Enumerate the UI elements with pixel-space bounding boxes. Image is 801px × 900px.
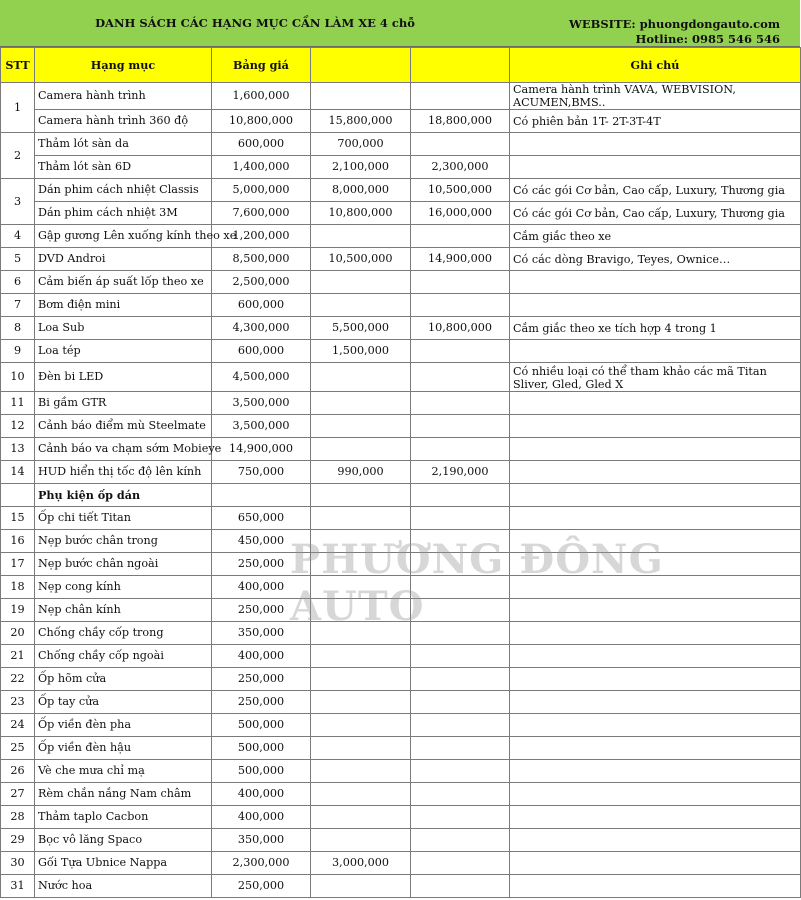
item-cell: Dán phim cách nhiệt 3M xyxy=(35,202,212,225)
col-header-stt: STT xyxy=(1,48,35,83)
price-3-cell xyxy=(411,691,510,714)
table-row xyxy=(1,668,801,691)
note-cell xyxy=(510,645,801,668)
price-3-cell xyxy=(411,507,510,530)
table-row xyxy=(1,875,801,898)
website-text: WEBSITE: phuongdongauto.com xyxy=(568,17,780,31)
note-cell: Cắm giắc theo xe xyxy=(510,225,801,248)
price-3-cell: 10,800,000 xyxy=(411,317,510,340)
table-row xyxy=(1,156,801,179)
stt-cell: 31 xyxy=(1,875,35,898)
price-3-cell xyxy=(411,530,510,553)
table-row xyxy=(1,553,801,576)
stt-cell: 8 xyxy=(1,317,35,340)
note-cell xyxy=(510,271,801,294)
item-cell: Ốp chi tiết Titan xyxy=(35,507,212,530)
stt-cell: 24 xyxy=(1,714,35,737)
stt-cell xyxy=(1,484,35,507)
price-3-cell xyxy=(411,225,510,248)
price-cell: 250,000 xyxy=(212,691,311,714)
stt-cell: 12 xyxy=(1,415,35,438)
price-3-cell: 18,800,000 xyxy=(411,110,510,133)
price-3-cell xyxy=(411,576,510,599)
stt-cell: 22 xyxy=(1,668,35,691)
item-cell: Ốp hõm cửa xyxy=(35,668,212,691)
item-cell: Nẹp bước chân ngoài xyxy=(35,553,212,576)
price-3-cell xyxy=(411,760,510,783)
item-cell: Thảm taplo Cacbon xyxy=(35,806,212,829)
price-cell: 600,000 xyxy=(212,133,311,156)
price-3-cell xyxy=(411,363,510,392)
item-cell: Ốp viền đèn hậu xyxy=(35,737,212,760)
note-cell xyxy=(510,392,801,415)
note-cell xyxy=(510,156,801,179)
note-cell xyxy=(510,576,801,599)
item-cell: Chống chầy cốp ngoài xyxy=(35,645,212,668)
item-cell: Camera hành trình 360 độ xyxy=(35,110,212,133)
stt-cell: 16 xyxy=(1,530,35,553)
price-2-cell xyxy=(311,622,411,645)
hotline-text: Hotline: 0985 546 546 xyxy=(635,32,780,46)
note-cell xyxy=(510,691,801,714)
item-cell: Thảm lót sàn da xyxy=(35,133,212,156)
note-cell xyxy=(510,760,801,783)
price-2-cell: 1,500,000 xyxy=(311,340,411,363)
stt-cell: 4 xyxy=(1,225,35,248)
stt-cell: 27 xyxy=(1,783,35,806)
stt-cell: 10 xyxy=(1,363,35,392)
item-cell: Loa tép xyxy=(35,340,212,363)
table-row xyxy=(1,461,801,484)
stt-cell: 20 xyxy=(1,622,35,645)
price-cell: 3,500,000 xyxy=(212,392,311,415)
note-cell xyxy=(510,507,801,530)
item-cell: Chống chầy cốp trong xyxy=(35,622,212,645)
contact-info xyxy=(569,17,780,47)
stt-cell: 2 xyxy=(1,133,35,179)
price-3-cell xyxy=(411,622,510,645)
sheet-title: DANH SÁCH CÁC HẠNG MỤC CẦN LÀM XE 4 chỗ xyxy=(95,16,415,30)
col-header-note: Ghi chú xyxy=(510,48,801,83)
price-2-cell xyxy=(311,271,411,294)
table-row xyxy=(1,829,801,852)
table-row xyxy=(1,294,801,317)
price-3-cell: 14,900,000 xyxy=(411,248,510,271)
note-cell xyxy=(510,783,801,806)
item-cell: Ốp viền đèn pha xyxy=(35,714,212,737)
price-cell: 1,600,000 xyxy=(212,83,311,110)
table-row xyxy=(1,202,801,225)
note-cell: Có các gói Cơ bản, Cao cấp, Luxury, Thương gia xyxy=(510,202,801,225)
item-cell: Bọc vô lăng Spaco xyxy=(35,829,212,852)
price-cell: 5,000,000 xyxy=(212,179,311,202)
price-2-cell xyxy=(311,438,411,461)
table-row xyxy=(1,622,801,645)
item-cell: Nước hoa xyxy=(35,875,212,898)
price-2-cell: 10,800,000 xyxy=(311,202,411,225)
item-cell: Gối Tựa Ubnice Nappa xyxy=(35,852,212,875)
stt-cell: 11 xyxy=(1,392,35,415)
price-3-cell xyxy=(411,714,510,737)
price-2-cell xyxy=(311,783,411,806)
table-row xyxy=(1,415,801,438)
sheet-header xyxy=(0,0,800,47)
price-3-cell xyxy=(411,737,510,760)
note-cell: Có nhiều loại có thể tham khảo các mã Titan Sliver, Gled, Gled X xyxy=(510,363,801,392)
price-2-cell xyxy=(311,294,411,317)
price-cell: 400,000 xyxy=(212,783,311,806)
table-row xyxy=(1,438,801,461)
price-cell: 750,000 xyxy=(212,461,311,484)
item-cell: Cảm biến áp suất lốp theo xe xyxy=(35,271,212,294)
price-cell: 350,000 xyxy=(212,622,311,645)
table-row xyxy=(1,645,801,668)
price-2-cell xyxy=(311,576,411,599)
price-2-cell xyxy=(311,645,411,668)
item-cell: Nẹp cong kính xyxy=(35,576,212,599)
item-cell: Phụ kiện ốp dán xyxy=(35,484,212,507)
item-cell: Bơm điện mini xyxy=(35,294,212,317)
price-cell: 10,800,000 xyxy=(212,110,311,133)
note-cell xyxy=(510,806,801,829)
price-3-cell xyxy=(411,783,510,806)
table-row xyxy=(1,806,801,829)
table-row xyxy=(1,271,801,294)
item-cell: HUD hiển thị tốc độ lên kính xyxy=(35,461,212,484)
price-3-cell xyxy=(411,829,510,852)
note-cell: Camera hành trình VAVA, WEBVISION, ACUMEN,BMS.. xyxy=(510,83,801,110)
note-cell: Có các gói Cơ bản, Cao cấp, Luxury, Thương gia xyxy=(510,179,801,202)
table-row xyxy=(1,133,801,156)
stt-cell: 14 xyxy=(1,461,35,484)
stt-cell: 21 xyxy=(1,645,35,668)
price-3-cell xyxy=(411,484,510,507)
item-cell: Vè che mưa chỉ mạ xyxy=(35,760,212,783)
price-cell: 1,200,000 xyxy=(212,225,311,248)
price-2-cell xyxy=(311,225,411,248)
price-cell: 14,900,000 xyxy=(212,438,311,461)
table-row xyxy=(1,760,801,783)
item-cell: Cảnh báo va chạm sớm Mobieye xyxy=(35,438,212,461)
price-3-cell xyxy=(411,668,510,691)
watermark: PHƯƠNG ĐÔNG AUTO xyxy=(290,536,664,630)
price-3-cell xyxy=(411,133,510,156)
note-cell: Có phiên bản 1T- 2T-3T-4T xyxy=(510,110,801,133)
price-cell: 650,000 xyxy=(212,507,311,530)
note-cell xyxy=(510,668,801,691)
note-cell xyxy=(510,622,801,645)
price-cell: 250,000 xyxy=(212,599,311,622)
price-cell: 1,400,000 xyxy=(212,156,311,179)
section-row xyxy=(1,484,801,507)
stt-cell: 1 xyxy=(1,83,35,133)
item-cell: Đèn bi LED xyxy=(35,363,212,392)
item-cell: Loa Sub xyxy=(35,317,212,340)
table-body xyxy=(1,83,801,898)
price-3-cell: 2,300,000 xyxy=(411,156,510,179)
price-3-cell xyxy=(411,294,510,317)
table-row xyxy=(1,363,801,392)
price-3-cell xyxy=(411,83,510,110)
price-3-cell xyxy=(411,852,510,875)
table-row xyxy=(1,392,801,415)
table-row xyxy=(1,852,801,875)
table-row xyxy=(1,576,801,599)
price-cell: 7,600,000 xyxy=(212,202,311,225)
price-2-cell: 990,000 xyxy=(311,461,411,484)
note-cell xyxy=(510,461,801,484)
price-table xyxy=(0,47,801,898)
table-row xyxy=(1,179,801,202)
price-3-cell: 16,000,000 xyxy=(411,202,510,225)
note-cell xyxy=(510,484,801,507)
col-header-price-3 xyxy=(411,48,510,83)
price-2-cell xyxy=(311,760,411,783)
table-row xyxy=(1,110,801,133)
price-3-cell xyxy=(411,392,510,415)
item-cell: Rèm chắn nắng Nam châm xyxy=(35,783,212,806)
table-row xyxy=(1,530,801,553)
price-3-cell xyxy=(411,438,510,461)
price-cell: 450,000 xyxy=(212,530,311,553)
stt-cell: 28 xyxy=(1,806,35,829)
note-cell xyxy=(510,553,801,576)
price-cell: 400,000 xyxy=(212,806,311,829)
note-cell xyxy=(510,415,801,438)
price-cell: 500,000 xyxy=(212,714,311,737)
price-2-cell xyxy=(311,806,411,829)
price-2-cell: 3,000,000 xyxy=(311,852,411,875)
stt-cell: 3 xyxy=(1,179,35,225)
note-cell xyxy=(510,133,801,156)
price-2-cell: 8,000,000 xyxy=(311,179,411,202)
price-cell: 4,300,000 xyxy=(212,317,311,340)
item-cell: Bi gầm GTR xyxy=(35,392,212,415)
note-cell xyxy=(510,737,801,760)
price-3-cell: 10,500,000 xyxy=(411,179,510,202)
stt-cell: 13 xyxy=(1,438,35,461)
table-row xyxy=(1,340,801,363)
price-2-cell xyxy=(311,507,411,530)
price-2-cell xyxy=(311,691,411,714)
table-row xyxy=(1,691,801,714)
table-row xyxy=(1,317,801,340)
table-row xyxy=(1,248,801,271)
price-2-cell xyxy=(311,392,411,415)
note-cell xyxy=(510,829,801,852)
table-row xyxy=(1,783,801,806)
price-3-cell xyxy=(411,415,510,438)
col-header-price: Bảng giá xyxy=(212,48,311,83)
price-2-cell xyxy=(311,829,411,852)
price-2-cell xyxy=(311,875,411,898)
col-header-item: Hạng mục xyxy=(35,48,212,83)
price-3-cell xyxy=(411,875,510,898)
item-cell: Ốp tay cửa xyxy=(35,691,212,714)
price-2-cell xyxy=(311,415,411,438)
stt-cell: 9 xyxy=(1,340,35,363)
price-cell: 400,000 xyxy=(212,576,311,599)
stt-cell: 6 xyxy=(1,271,35,294)
stt-cell: 17 xyxy=(1,553,35,576)
price-cell: 8,500,000 xyxy=(212,248,311,271)
price-2-cell xyxy=(311,530,411,553)
price-3-cell xyxy=(411,340,510,363)
price-2-cell xyxy=(311,553,411,576)
stt-cell: 15 xyxy=(1,507,35,530)
item-cell: Cảnh báo điểm mù Steelmate xyxy=(35,415,212,438)
price-2-cell xyxy=(311,484,411,507)
price-3-cell xyxy=(411,645,510,668)
price-3-cell xyxy=(411,599,510,622)
price-cell: 500,000 xyxy=(212,760,311,783)
column-header-row xyxy=(1,48,801,83)
price-2-cell xyxy=(311,668,411,691)
stt-cell: 30 xyxy=(1,852,35,875)
item-cell: Nẹp bước chân trong xyxy=(35,530,212,553)
price-cell: 600,000 xyxy=(212,340,311,363)
table-row xyxy=(1,599,801,622)
stt-cell: 23 xyxy=(1,691,35,714)
note-cell xyxy=(510,530,801,553)
note-cell xyxy=(510,340,801,363)
price-cell: 2,500,000 xyxy=(212,271,311,294)
price-3-cell xyxy=(411,806,510,829)
table-row xyxy=(1,225,801,248)
price-2-cell: 2,100,000 xyxy=(311,156,411,179)
note-cell xyxy=(510,294,801,317)
item-cell: DVD Androi xyxy=(35,248,212,271)
stt-cell: 18 xyxy=(1,576,35,599)
stt-cell: 7 xyxy=(1,294,35,317)
price-2-cell: 700,000 xyxy=(311,133,411,156)
price-cell: 250,000 xyxy=(212,553,311,576)
note-cell: Cắm giắc theo xe tích hợp 4 trong 1 xyxy=(510,317,801,340)
price-2-cell xyxy=(311,83,411,110)
price-cell: 500,000 xyxy=(212,737,311,760)
price-cell: 3,500,000 xyxy=(212,415,311,438)
price-2-cell xyxy=(311,599,411,622)
col-header-price-2 xyxy=(311,48,411,83)
price-cell: 250,000 xyxy=(212,668,311,691)
stt-cell: 5 xyxy=(1,248,35,271)
price-cell: 2,300,000 xyxy=(212,852,311,875)
price-3-cell xyxy=(411,271,510,294)
item-cell: Thảm lót sàn 6D xyxy=(35,156,212,179)
price-2-cell: 10,500,000 xyxy=(311,248,411,271)
price-3-cell: 2,190,000 xyxy=(411,461,510,484)
item-cell: Nẹp chân kính xyxy=(35,599,212,622)
item-cell: Gập gương Lên xuống kính theo xe xyxy=(35,225,212,248)
price-cell: 350,000 xyxy=(212,829,311,852)
stt-cell: 29 xyxy=(1,829,35,852)
price-cell: 250,000 xyxy=(212,875,311,898)
price-2-cell: 15,800,000 xyxy=(311,110,411,133)
table-row xyxy=(1,714,801,737)
price-3-cell xyxy=(411,553,510,576)
item-cell: Dán phim cách nhiệt Classis xyxy=(35,179,212,202)
note-cell xyxy=(510,599,801,622)
price-cell: 600,000 xyxy=(212,294,311,317)
table-row xyxy=(1,83,801,110)
price-cell: 4,500,000 xyxy=(212,363,311,392)
stt-cell: 26 xyxy=(1,760,35,783)
price-cell: 400,000 xyxy=(212,645,311,668)
stt-cell: 25 xyxy=(1,737,35,760)
stt-cell: 19 xyxy=(1,599,35,622)
note-cell xyxy=(510,875,801,898)
price-2-cell xyxy=(311,714,411,737)
table-row xyxy=(1,507,801,530)
price-cell xyxy=(212,484,311,507)
note-cell xyxy=(510,438,801,461)
price-2-cell: 5,500,000 xyxy=(311,317,411,340)
note-cell xyxy=(510,714,801,737)
table-row xyxy=(1,737,801,760)
price-2-cell xyxy=(311,737,411,760)
item-cell: Camera hành trình xyxy=(35,83,212,110)
price-2-cell xyxy=(311,363,411,392)
note-cell: Có các dòng Bravigo, Teyes, Ownice… xyxy=(510,248,801,271)
note-cell xyxy=(510,852,801,875)
